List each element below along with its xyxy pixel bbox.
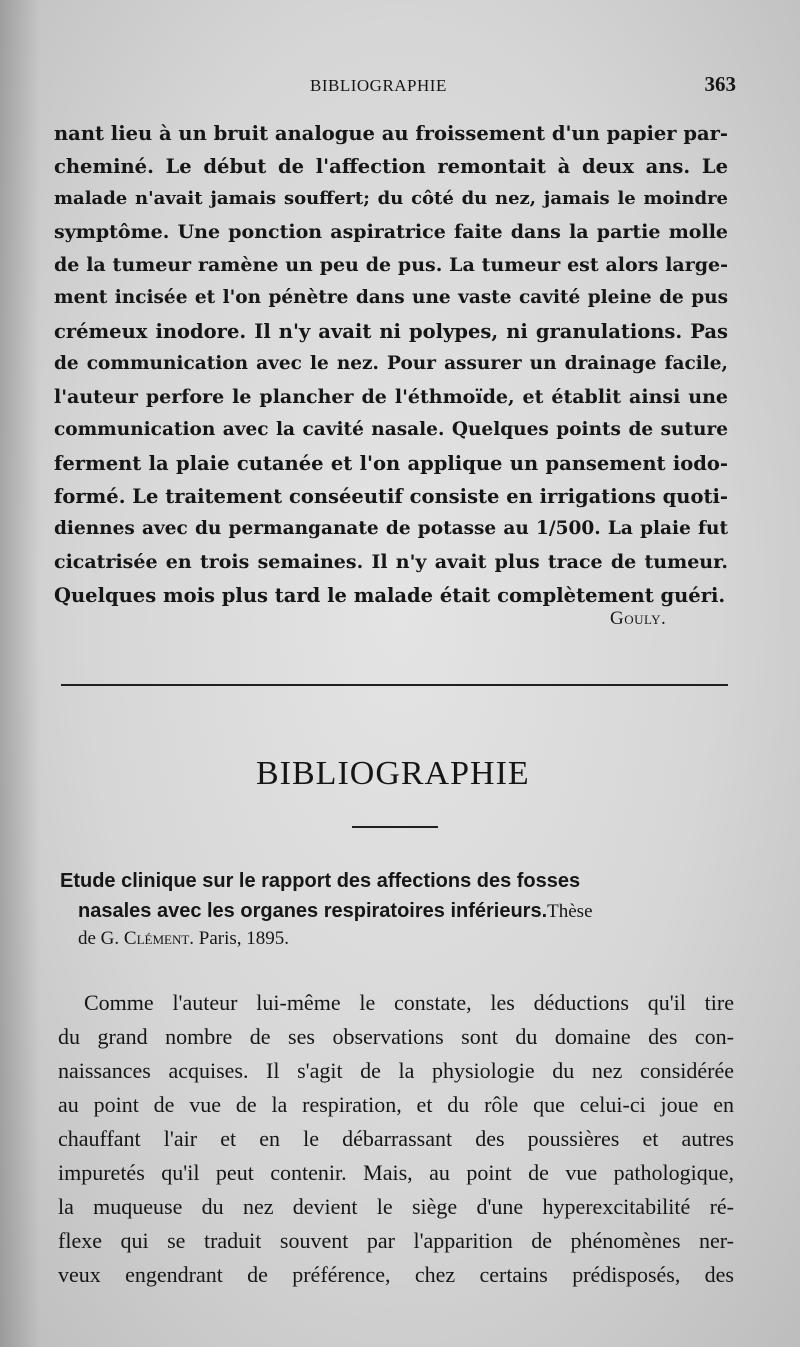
text-line: ment incisée et l'on pénètre dans une vaste cavité pleine de pus (54, 287, 728, 308)
entry-type: Thèse (547, 901, 593, 922)
entry-prefix: de G. (78, 928, 124, 949)
text-line: au point de vue de la respiration, et du rôle que celui-ci joue en (58, 1092, 734, 1117)
entry-title-line: Etude clinique sur le rapport des affections des fosses (60, 870, 581, 892)
text-line: flexe qui se traduit souvent par l'apparition de phénomènes ner- (58, 1228, 734, 1253)
page-number: 363 (704, 72, 736, 96)
text-line: Comme l'auteur lui-même le constate, les déductions qu'il tire (84, 990, 734, 1015)
text-line: symptôme. Une ponction aspiratrice faite dans la partie molle (54, 221, 728, 243)
section-divider (61, 684, 728, 686)
text-line: formé. Le traitement conséeutif consiste en irrigations quoti- (54, 485, 728, 508)
text-line: la muqueuse du nez devient le siège d'une hyperexcitabilité ré- (58, 1194, 734, 1219)
page-gutter-shadow (0, 0, 40, 1347)
entry-author: Clément (123, 928, 190, 949)
text-line: ferment la plaie cutanée et l'on applique un pansement iodo- (54, 452, 728, 475)
text-line: l'auteur perfore le plancher de l'éthmoïde, et établit ainsi une (54, 386, 728, 408)
text-line: impuretés qu'il peut contenir. Mais, au point de vue pathologique, (58, 1160, 734, 1185)
entry-citation (78, 928, 289, 950)
text-line: naissances acquises. Il s'agit de la physiologie du nez considérée (58, 1058, 734, 1083)
text-line: du grand nombre de ses observations sont du domaine des con- (58, 1024, 734, 1049)
section-heading: BIBLIOGRAPHIE (256, 755, 530, 792)
entry-title-text: nasales avec les organes respiratoires inférieurs. (78, 900, 548, 922)
text-line: veux engendrant de préférence, chez certains prédisposés, des (58, 1262, 734, 1287)
text-line: malade n'avait jamais souffert; du côté du nez, jamais le moindre (54, 188, 728, 209)
text-line: de la tumeur ramène un peu de pus. La tumeur est alors large- (54, 254, 728, 276)
text-line: communication avec la cavité nasale. Quelques points de suture (54, 419, 728, 440)
running-head: BIBLIOGRAPHIE (310, 76, 447, 95)
page-header (54, 72, 736, 98)
text-line: chauffant l'air et en le débarrassant des poussières et autres (58, 1126, 734, 1151)
text-line: nant lieu à un bruit analogue au froissement d'un papier par- (54, 122, 728, 145)
text-line: diennes avec du permanganate de potasse au 1/500. La plaie fut (54, 518, 728, 539)
text-line: crémeux inodore. Il n'y avait ni polypes, ni granulations. Pas (54, 320, 728, 343)
text-line: de communication avec le nez. Pour assurer un drainage facile, (54, 353, 728, 374)
author-signature: Gouly. (610, 608, 667, 629)
heading-underline (352, 826, 438, 828)
entry-place-date: . Paris, 1895. (189, 928, 290, 949)
text-line: Quelques mois plus tard le malade était complètement guéri. (54, 584, 726, 607)
text-line: cicatrisée en trois semaines. Il n'y avait plus trace de tumeur. (54, 551, 728, 573)
entry-title-line (78, 900, 593, 923)
text-line: cheminé. Le début de l'affection remontait à deux ans. Le (54, 155, 728, 178)
